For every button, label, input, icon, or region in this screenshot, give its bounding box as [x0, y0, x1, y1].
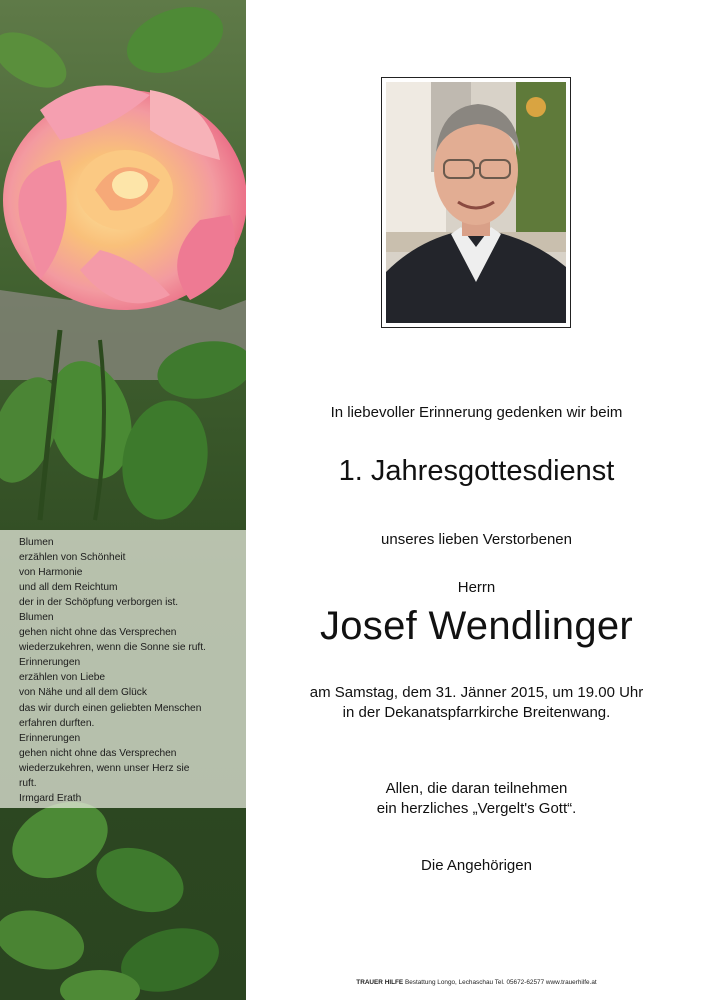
subtitle-text: unseres lieben Verstorbenen [381, 531, 572, 548]
poem [19, 535, 244, 806]
poem-line: wiederzukehren, wenn die Sonne sie ruft. [19, 642, 206, 654]
thanks-text [246, 779, 707, 819]
poem-line: der in der Schöpfung verborgen ist. [19, 597, 179, 609]
poem-line: und all dem Reichtum [19, 582, 118, 594]
service-title: 1. Jahresgottesdienst [338, 455, 615, 487]
poem-line: ruft. [19, 777, 37, 789]
poem-line: Blumen [19, 537, 54, 548]
poem-author: Irmgard Erath [19, 792, 82, 804]
footer [246, 979, 707, 986]
location-line: in der Dekanatspfarrkirche Breitenwang. [342, 704, 611, 721]
rose-photo-illustration [0, 0, 246, 1000]
poem-line: von Nähe und all dem Glück [19, 687, 147, 699]
poem-line: gehen nicht ohne das Versprechen [19, 747, 177, 759]
signature: Die Angehörigen [421, 857, 532, 874]
intro-text: In liebevoller Erinnerung gedenken wir beim [330, 404, 623, 421]
salutation: Herrn [457, 579, 496, 596]
poem-line: erfahren durften. [19, 717, 95, 729]
poem-line: erzählen von Schönheit [19, 552, 126, 564]
date-location [246, 683, 707, 723]
deceased-name: Josef Wendlinger [319, 604, 634, 648]
date-line: am Samstag, dem 31. Jänner 2015, um 19.00 Uhr [309, 684, 644, 701]
portrait-frame [381, 77, 571, 328]
poem-line: wiederzukehren, wenn unser Herz sie [19, 762, 190, 774]
poem-line: erzählen von Liebe [19, 672, 106, 684]
poem-line: Erinnerungen [19, 732, 81, 744]
footer-brand: TRAUER HILFE [356, 979, 404, 986]
portrait-photo [386, 82, 566, 323]
footer-details: Bestattung Longo, Lechaschau Tel. 05672-62577 www.trauerhilfe.at [404, 979, 597, 986]
rose-photo-panel [0, 0, 246, 1000]
poem-line: Blumen [19, 612, 54, 624]
thanks-line-1: Allen, die daran teilnehmen [385, 780, 568, 797]
thanks-line-2: ein herzliches „Vergelt's Gott“. [376, 800, 577, 817]
poem-line: gehen nicht ohne das Versprechen [19, 627, 177, 639]
poem-line: von Harmonie [19, 567, 83, 579]
poem-line: Erinnerungen [19, 657, 81, 669]
poem-line: das wir durch einen geliebten Menschen [19, 702, 202, 714]
